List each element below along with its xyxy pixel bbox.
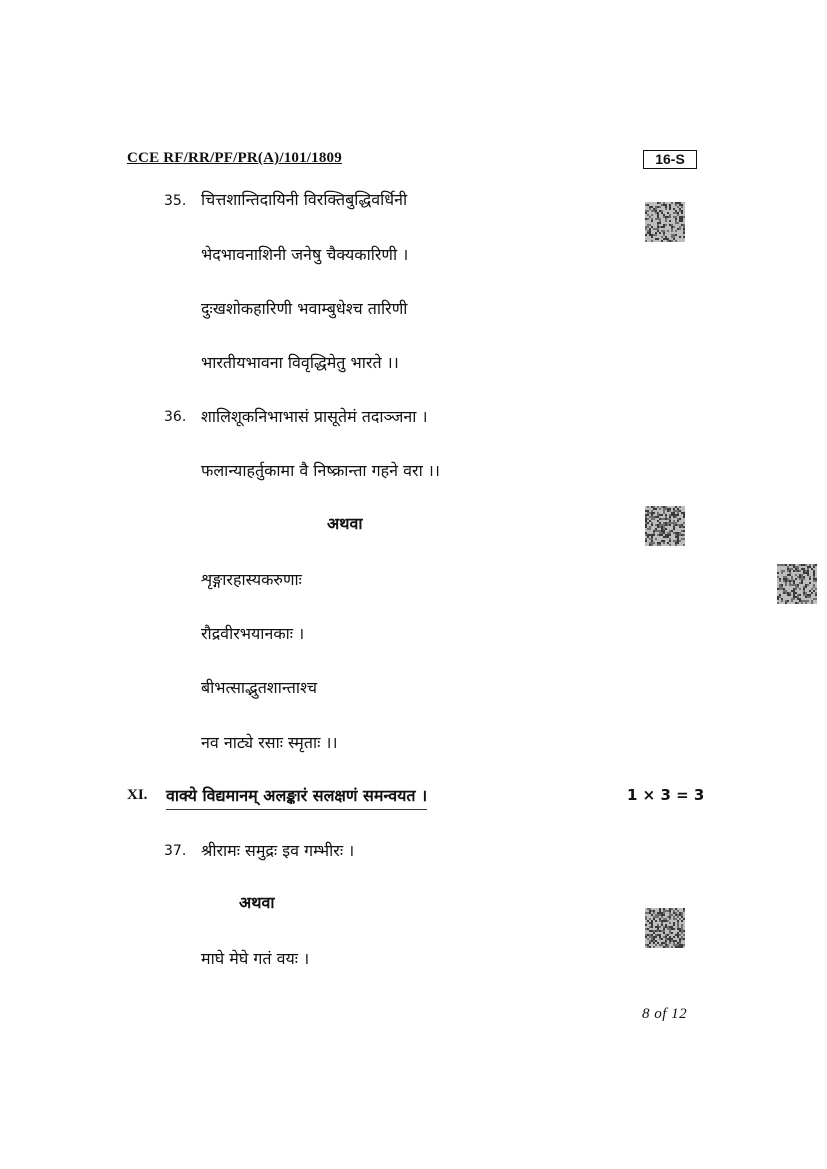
q35-line-2: भेदभावनाशिनी जनेषु चैक्यकारिणी । — [201, 245, 409, 264]
q36-line-2: फलान्याहर्तुकामा वै निष्क्रान्ता गहने वरा ।। — [201, 461, 440, 480]
q35-line-3: दुःखशोकहारिणी भवाम्बुधेश्च तारिणी — [201, 299, 408, 318]
q35-line-4: भारतीयभावना विवृद्धिमेतु भारते ।। — [201, 353, 399, 372]
q36-alt-line-4: नव नाट्ये रसाः स्मृताः ।। — [201, 733, 338, 752]
question-36-number: 36. — [164, 409, 187, 425]
q36-alt-line-3: बीभत्साद्भुतशान्ताश्च — [201, 678, 317, 697]
or-label: अथवा — [239, 893, 275, 912]
section-marks: 1 × 3 = 3 — [627, 786, 705, 804]
section-title: वाक्ये विद्यमानम् अलङ्कारं सलक्षणं समन्वयत । — [166, 784, 427, 810]
q37-line: श्रीरामः समुद्रः इव गम्भीरः । — [201, 841, 355, 860]
side-qr-code-icon — [777, 564, 817, 604]
q36-line-1: शालिशूकनिभाभासं प्रासूतेमं तदाञ्जना । — [201, 407, 428, 426]
q36-alt-line-2: रौद्रवीरभयानकाः । — [201, 624, 305, 643]
question-35-number: 35. — [164, 193, 187, 209]
or-label: अथवा — [327, 514, 363, 533]
q37-alt-line: माघे मेघे गतं वयः । — [201, 949, 310, 968]
page-code-box: 16-S — [643, 150, 697, 169]
section-number: XI. — [127, 787, 148, 803]
q36-alt-line-1: शृङ्गारहास्यकरुणाः — [201, 570, 302, 589]
question-37-number: 37. — [164, 843, 187, 859]
qr-code-icon — [645, 506, 685, 546]
page-number: 8 of 12 — [642, 1006, 688, 1022]
exam-code: CCE RF/RR/PF/PR(A)/101/1809 — [127, 150, 342, 166]
qr-code-icon — [645, 202, 685, 242]
qr-code-icon — [645, 908, 685, 948]
q35-line-1: चित्तशान्तिदायिनी विरक्तिबुद्धिवर्धिनी — [201, 190, 408, 209]
